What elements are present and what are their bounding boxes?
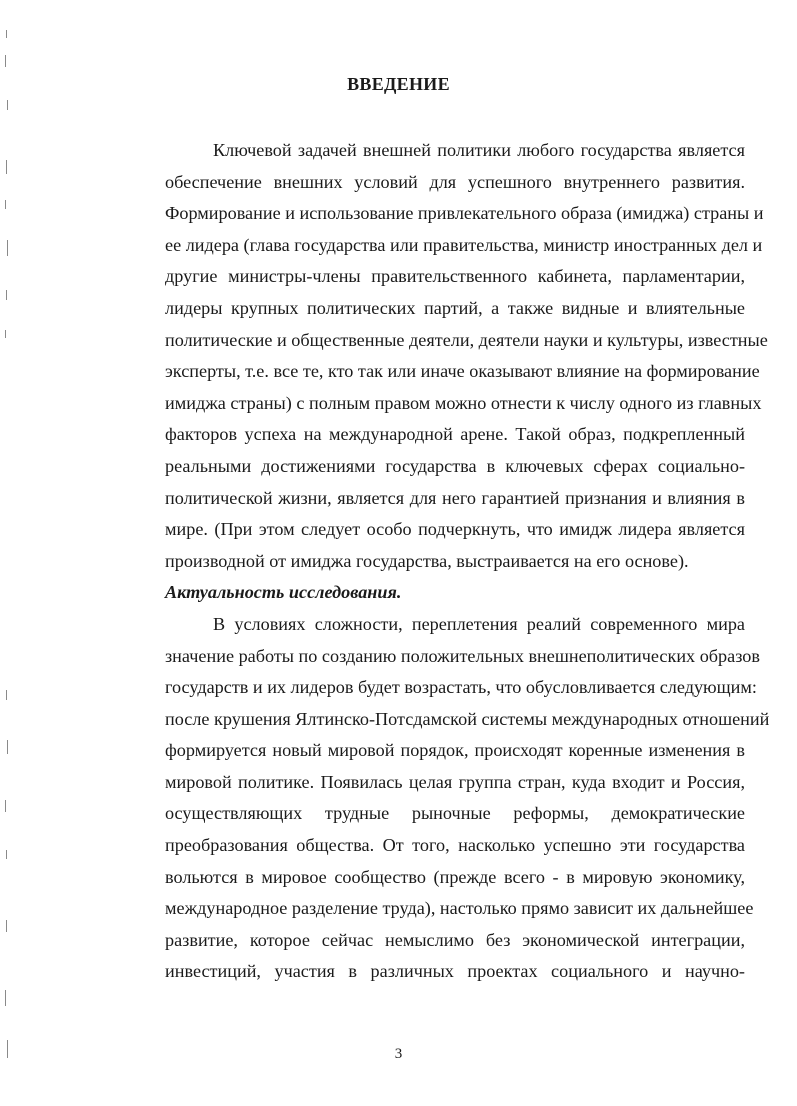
text-line: политической жизни, является для него гарантией признания и влияния в <box>165 487 745 508</box>
paragraph-intro <box>117 135 768 577</box>
text-line: государств и их лидеров будет возрастать, что обусловливается следующим: <box>165 677 757 698</box>
text-line: другие министры-члены правительственного кабинета, парламентарии, <box>165 266 745 287</box>
scan-speck <box>5 200 6 209</box>
text-line: Ключевой задачей внешней политики любого государства является <box>213 140 745 160</box>
text-line: производной от имиджа государства, выстраивается на его основе). <box>165 550 689 571</box>
text-line: реальными достижениями государства в ключевых сферах социально- <box>165 455 745 476</box>
scan-speck <box>7 240 8 256</box>
text-line: преобразования общества. От того, насколько успешно эти государства <box>165 835 745 856</box>
text-line: развитие, которое сейчас немыслимо без экономической интеграции, <box>165 929 745 950</box>
text-line: эксперты, т.е. все те, кто так или иначе оказывают влияние на формирование <box>165 361 760 382</box>
text-line: политические и общественные деятели, деятели науки и культуры, известные <box>165 329 768 350</box>
text-line: осуществляющих трудные рыночные реформы, демократические <box>165 803 745 824</box>
text-line: вольются в мировое сообщество (прежде всего - в мировую экономику, <box>165 866 745 887</box>
text-line: мире. (При этом следует особо подчеркнуть, что имидж лидера является <box>165 519 745 540</box>
page-number: 3 <box>394 1046 403 1062</box>
text-line: инвестиций, участия в различных проектах социального и научно- <box>165 961 745 982</box>
scan-speck <box>7 100 8 110</box>
paragraph-relevance <box>117 609 770 988</box>
document-body <box>117 135 770 988</box>
text-line: имиджа страны) с полным правом можно отнести к числу одного из главных <box>165 392 762 413</box>
page-title: ВВЕДЕНИЕ <box>347 74 450 94</box>
text-line: В условиях сложности, переплетения реалий современного мира <box>213 613 745 634</box>
scan-speck <box>5 330 6 338</box>
text-line: мировой политике. Появилась целая группа стран, куда входит и Россия, <box>165 771 745 792</box>
scan-speck <box>6 850 7 859</box>
text-line: лидеры крупных политических партий, а также видные и влиятельные <box>165 297 745 318</box>
scan-speck <box>5 800 6 812</box>
scan-speck <box>5 55 6 67</box>
scan-speck <box>6 30 7 38</box>
text-line: факторов успеха на международной арене. Такой образ, подкрепленный <box>165 424 745 445</box>
section-subheading: Актуальность исследования. <box>165 582 402 603</box>
scan-speck <box>7 740 8 754</box>
text-line: ее лидера (глава государства или правительства, министр иностранных дел и <box>165 234 763 255</box>
text-line: значение работы по созданию положительных внешнеполитических образов <box>165 645 760 666</box>
text-line: обеспечение внешних условий для успешного внутреннего развития. <box>165 171 745 192</box>
scan-speck <box>6 690 7 700</box>
text-line: после крушения Ялтинско-Потсдамской системы международных отношений <box>165 708 770 729</box>
scan-speck <box>6 290 7 300</box>
text-line: формируется новый мировой порядок, происходят коренные изменения в <box>165 740 745 761</box>
scan-speck <box>5 990 6 1006</box>
scan-speck <box>6 160 7 174</box>
text-line: международное разделение труда), настолько прямо зависит их дальнейшее <box>165 898 754 919</box>
scan-speck <box>6 920 7 932</box>
text-line: Формирование и использование привлекательного образа (имиджа) страны и <box>165 203 764 224</box>
